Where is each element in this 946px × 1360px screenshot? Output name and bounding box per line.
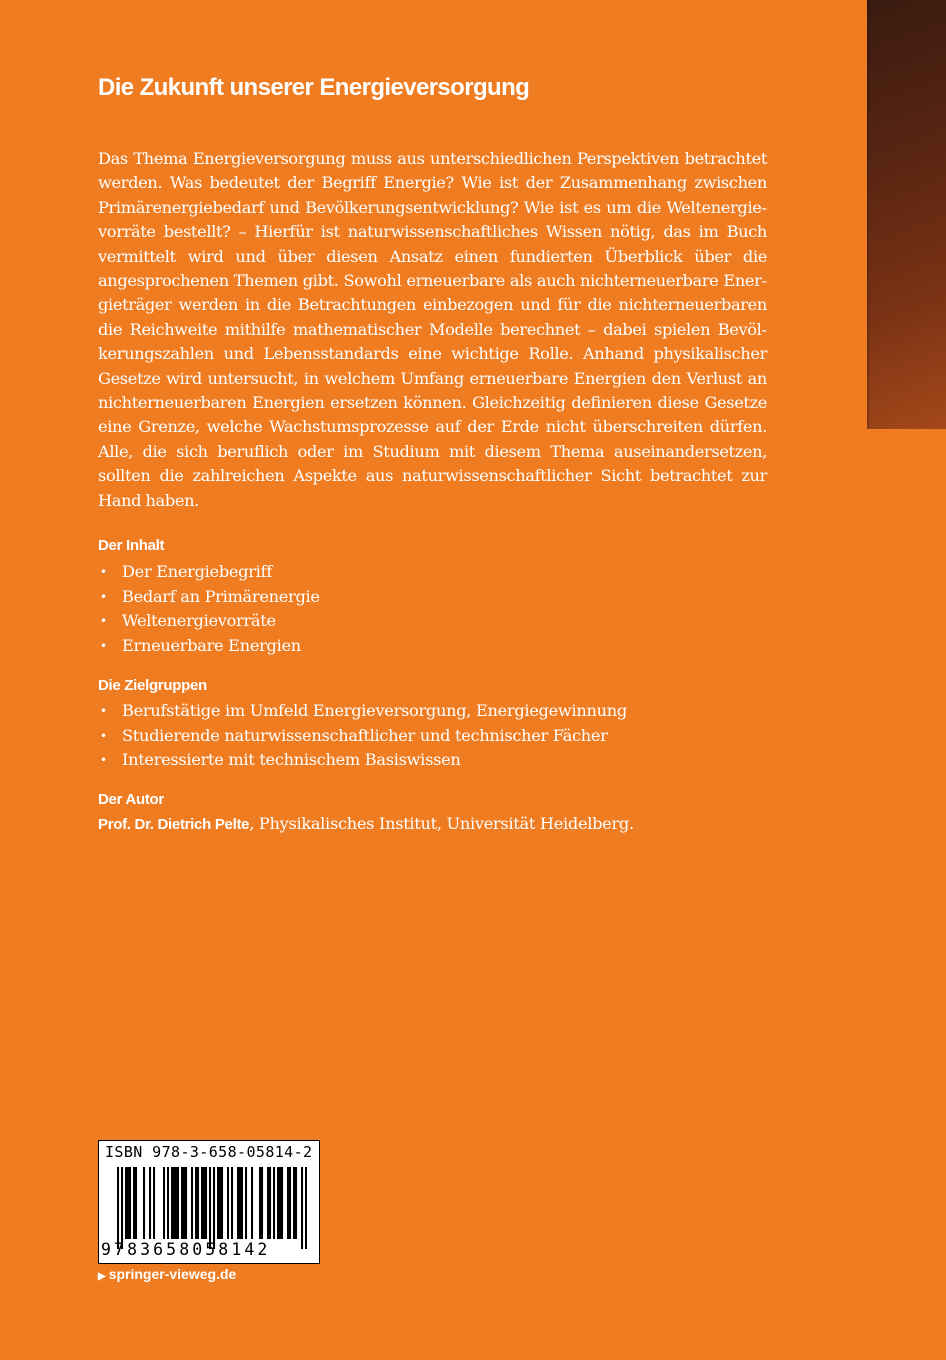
barcode-bar (195, 1167, 197, 1239)
arrow-icon: ▶ (98, 1271, 106, 1282)
author-affiliation: , Physikalisches Institut, Universität Heidelberg. (249, 814, 634, 833)
barcode-bar (203, 1167, 205, 1239)
list-item: • Der Energiebegriff (98, 560, 320, 585)
bullet-icon: • (100, 704, 107, 718)
barcode-bar (173, 1167, 175, 1239)
barcode-bar (135, 1167, 137, 1239)
barcode-bar (287, 1167, 289, 1239)
barcode-bar (289, 1167, 291, 1239)
ean-digits: 9783658058142 (101, 1240, 271, 1259)
barcode-bar (267, 1167, 269, 1239)
barcode-bar (231, 1167, 233, 1239)
barcode-bar (245, 1167, 247, 1239)
barcode-bar (167, 1167, 169, 1239)
barcode-bar (279, 1167, 281, 1239)
barcode-bar (281, 1167, 283, 1239)
author-name: Prof. Dr. Dietrich Pelte (98, 816, 250, 833)
list-item: • Bedarf an Primärenergie (98, 585, 320, 610)
author-line (98, 814, 634, 833)
list-item: • Weltenergievorräte (98, 609, 320, 634)
author-heading: Der Autor (98, 791, 164, 808)
barcode-bar (175, 1167, 177, 1239)
barcode-bar (125, 1167, 127, 1239)
barcode-bar (261, 1167, 263, 1239)
barcode-bar (121, 1167, 123, 1249)
barcode-bar (237, 1167, 239, 1239)
barcode-bar (183, 1167, 185, 1239)
bullet-icon: • (100, 728, 107, 743)
barcode-bar (301, 1167, 303, 1249)
barcode-bar (127, 1167, 129, 1239)
list-item: • Interessierte mit technischem Basiswissen (98, 748, 627, 773)
barcode-bar (219, 1167, 221, 1239)
book-description: Das Thema Energieversorgung muss aus unterschiedlichen Perspektiven betrachtet werden. Was bedeutet der Begriff Energie? Wie ist der Zusammenhang zwischen Primärenergiebedarf und Bevölkerungsentwicklung? Wie ist es um die Weltenergievorräte bestellt? – Hierfür ist naturwissenschaftliches Wissen nötig, das im Buch vermittelt wird und über diesen Ansatz einen fundierten Überblick über die angesprochenen Themen gibt. Sowohl erneuerbare als auch nichterneuerbare Energieträger werden in die Betrachtungen einbezogen und für die nichterneuerbaren die Reichweite mithilfe mathematischer Modelle berechnet – dabei spielen Bevölkerungszahlen und Lebensstandards eine wichtige Rolle. Anhand physikalischer Gesetze wird untersucht, in welchem Umfang erneuerbare Energien den Verlust an nichterneuerbaren Energien ersetzen können. Gleichzeitig definieren diese Gesetze eine Grenze, welche Wachstumsprozesse auf der Erde nicht überschreiten dürfen. Alle, die sich beruflich oder im Studium mit diesem Thema auseinandersetzen, sollten die zahlreichen Aspekte aus naturwissenschaftlicher Sicht betrachtet zur Hand haben. (98, 149, 767, 510)
barcode-bar (129, 1167, 131, 1239)
list-item: • Berufstätige im Umfeld Energieversorgung, Energiegewinnung (98, 699, 627, 724)
barcode-bar (217, 1167, 219, 1239)
barcode-bar (177, 1167, 179, 1239)
barcode-bar (171, 1167, 173, 1239)
barcode-bar (305, 1167, 307, 1249)
list-item: • Erneuerbare Energien (98, 634, 320, 659)
barcode-bar (227, 1167, 229, 1239)
barcode (98, 1140, 320, 1264)
barcode-bar (259, 1167, 261, 1239)
contents-heading: Der Inhalt (98, 537, 165, 554)
bullet-icon: • (100, 638, 107, 653)
barcode-bars (117, 1167, 307, 1249)
barcode-bar (153, 1167, 155, 1239)
barcode-bar (209, 1167, 211, 1249)
barcode-bar (117, 1167, 119, 1249)
barcode-bar (293, 1167, 295, 1239)
publisher-website[interactable]: ▶ springer-vieweg.de (98, 1266, 237, 1282)
barcode-bar (197, 1167, 199, 1239)
barcode-bar (133, 1167, 135, 1239)
barcode-bar (241, 1167, 243, 1239)
barcode-bar (269, 1167, 271, 1239)
barcode-bar (251, 1167, 253, 1239)
audience-heading: Die Zielgruppen (98, 677, 207, 694)
list-item: • Studierende naturwissenschaftlicher und technischer Fächer (98, 724, 627, 749)
bullet-icon: • (100, 614, 107, 629)
barcode-bar (191, 1167, 193, 1239)
barcode-bar (239, 1167, 241, 1239)
barcode-bar (205, 1167, 207, 1239)
barcode-bar (295, 1167, 297, 1239)
barcode-bar (273, 1167, 275, 1239)
cover-photo-strip (867, 0, 946, 429)
barcode-bar (213, 1167, 215, 1249)
barcode-bar (163, 1167, 165, 1239)
bullet-icon: • (100, 753, 107, 768)
bullet-icon: • (100, 589, 107, 604)
contents-list (98, 560, 320, 658)
barcode-bar (185, 1167, 187, 1239)
barcode-bar (143, 1167, 145, 1239)
book-title: Die Zukunft unserer Energieversorgung (98, 74, 530, 101)
audience-list (98, 699, 627, 773)
bullet-icon: • (100, 565, 107, 579)
barcode-bar (201, 1167, 203, 1239)
isbn-label: ISBN 978-3-658-05814-2 (105, 1143, 313, 1161)
barcode-bar (149, 1167, 151, 1239)
barcode-bar (181, 1167, 183, 1239)
barcode-bar (277, 1167, 279, 1239)
barcode-bar (221, 1167, 223, 1239)
